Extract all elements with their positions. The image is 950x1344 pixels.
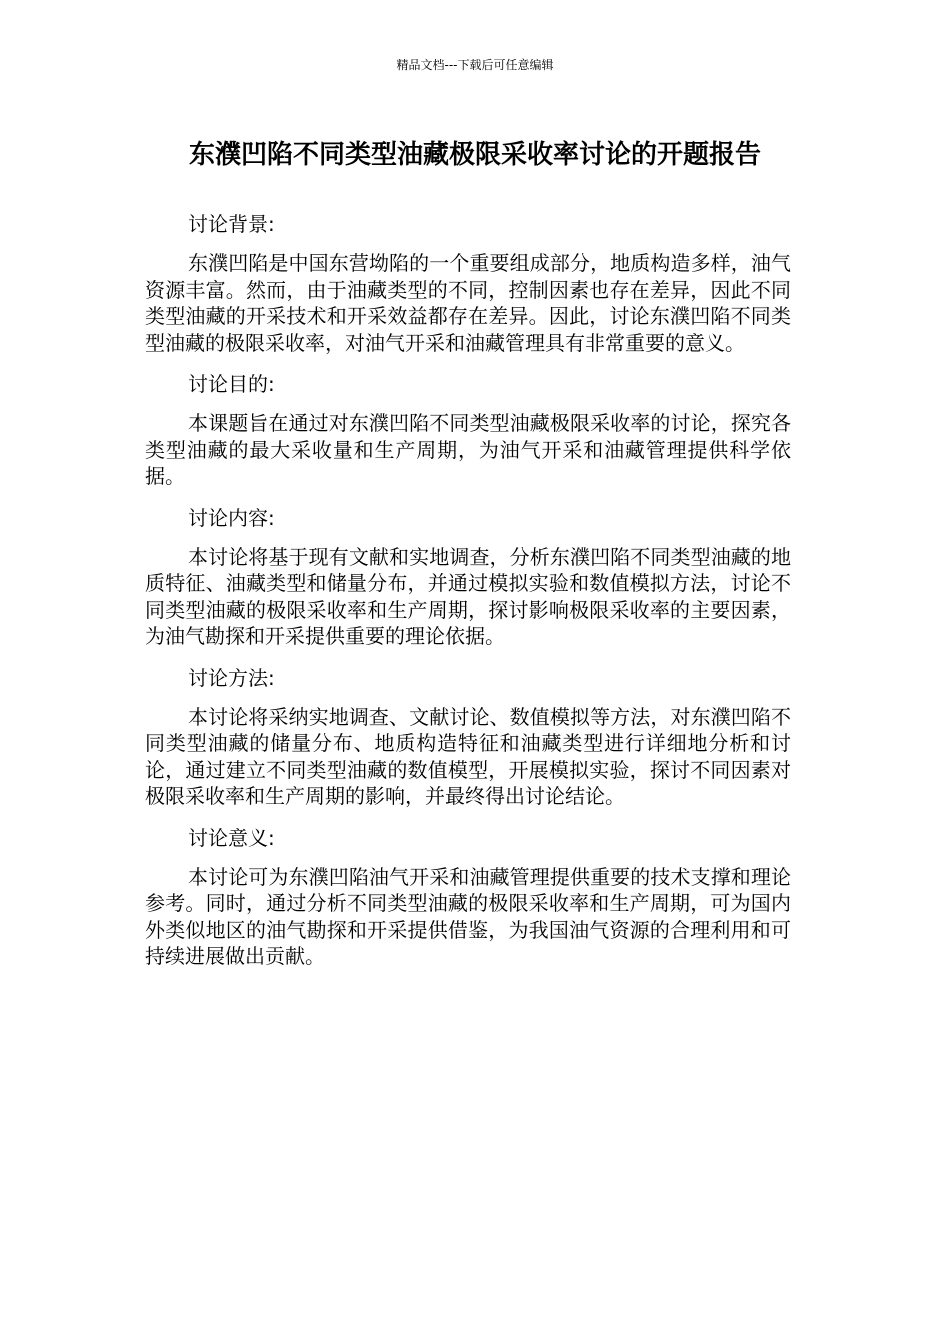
section-paragraph: 本讨论可为东濮凹陷油气开采和油藏管理提供重要的技术支撑和理论参考。同时，通过分析不同类型油藏的极限采收率和生产周期，可为国内外类似地区的油气勘探和开采提供借鉴，为我国油气资源的合理利用和可持续进展做出贡献。 xyxy=(145,864,791,968)
section-paragraph: 本讨论将采纳实地调查、文献讨论、数值模拟等方法，对东濮凹陷不同类型油藏的储量分布、地质构造特征和油藏类型进行详细地分析和讨论，通过建立不同类型油藏的数值模型，开展模拟实验，探讨不同因素对极限采收率和生产周期的影响，并最终得出讨论结论。 xyxy=(145,704,791,808)
section-paragraph: 本课题旨在通过对东濮凹陷不同类型油藏极限采收率的讨论，探究各类型油藏的最大采收量和生产周期，为油气开采和油藏管理提供科学依据。 xyxy=(145,411,791,488)
section-heading: 讨论目的: xyxy=(188,372,275,396)
section-purpose xyxy=(145,370,791,490)
section-content xyxy=(145,504,791,650)
section-background xyxy=(145,210,791,356)
section-heading: 讨论方法: xyxy=(188,665,275,690)
document-body xyxy=(145,210,791,984)
section-heading: 讨论意义: xyxy=(188,825,275,850)
section-method xyxy=(145,664,791,810)
section-heading: 讨论背景: xyxy=(188,212,275,236)
section-significance xyxy=(145,824,791,970)
section-paragraph: 本讨论将基于现有文献和实地调查，分析东濮凹陷不同类型油藏的地质特征、油藏类型和储量分布，并通过模拟实验和数值模拟方法，讨论不同类型油藏的极限采收率和生产周期，探讨影响极限采收率的主要因素，为油气勘探和开采提供重要的理论依据。 xyxy=(145,544,791,648)
document-title: 东濮凹陷不同类型油藏极限采收率讨论的开题报告 xyxy=(188,140,761,170)
section-heading: 讨论内容: xyxy=(188,505,275,530)
section-paragraph: 东濮凹陷是中国东营坳陷的一个重要组成部分，地质构造多样，油气资源丰富。然而，由于油藏类型的不同，控制因素也存在差异，因此不同类型油藏的开采技术和开采效益都存在差异。因此，讨论东濮凹陷不同类型油藏的极限采收率，对油气开采和油藏管理具有非常重要的意义。 xyxy=(145,251,791,355)
page-header: 精品文档---下载后可任意编辑 xyxy=(396,58,554,72)
